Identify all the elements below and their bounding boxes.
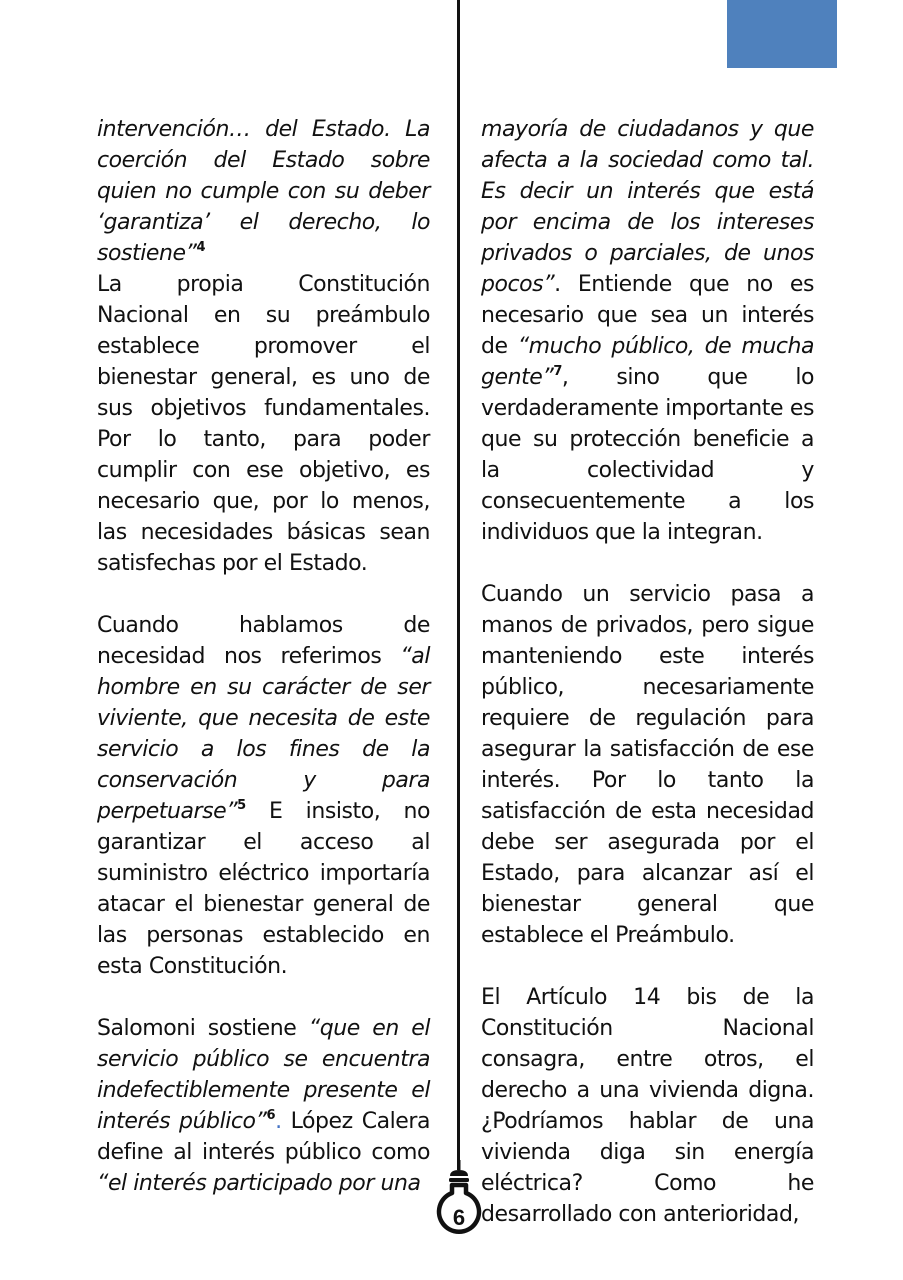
paragraph-necesidad xyxy=(97,610,430,982)
footnote-ref[interactable]: 6 xyxy=(266,1108,276,1123)
footnote-ref[interactable]: 4 xyxy=(196,240,206,255)
paragraph-quote-continuation xyxy=(97,114,430,269)
paragraph-articulo-14-bis: El Artículo 14 bis de la Constitución Nacional consagra, entre otros, el derecho a una vivienda digna. ¿Podríamos hablar de una vivienda diga sin energía eléctrica? Como he desarrollado con anterioridad, xyxy=(481,985,814,1227)
paragraph-salomoni xyxy=(97,1013,430,1199)
quote-text: mayoría de ciudadanos y que afecta a la sociedad como tal. Es decir un interés que está por encima de los intereses privados o parciales, de unos pocos” xyxy=(481,117,814,297)
text: Cuando hablamos de necesidad nos referimos xyxy=(97,613,430,669)
left-column xyxy=(97,114,430,1199)
text: E insisto, no garantizar el acceso al suministro eléctrico importaría atacar el bienestar general de las personas establecido en esta Constitución. xyxy=(97,799,430,979)
page-number: 6 xyxy=(452,1205,466,1230)
blue-period: . xyxy=(275,1109,282,1134)
quote-text: “el interés participado por una xyxy=(97,1171,421,1196)
text: López Calera define al interés público como xyxy=(97,1109,431,1165)
paragraph-privados: Cuando un servicio pasa a manos de privados, pero sigue manteniendo este interés público, necesariamente requiere de regulación para asegurar la satisfacción de ese interés. Por lo tanto la satisfacción de esta necesidad debe ser asegurada por el Estado, para alcanzar así el bienestar general que establece el Preámbulo. xyxy=(481,582,814,948)
paragraph-preamble: La propia Constitución Nacional en su preámbulo establece promover el bienestar general, es uno de sus objetivos fundamentales. Por lo tanto, para poder cumplir con ese objetivo, es necesario que, por lo menos, las necesidades básicas sean satisfechas por el Estado. xyxy=(97,272,430,576)
quote-text: “mucho público, de mucha gente” xyxy=(481,334,814,390)
text: . Entiende que no es necesario que sea un interés de xyxy=(481,272,814,359)
paragraph-interes-publico xyxy=(481,114,814,548)
column-divider-cord xyxy=(457,0,460,1170)
quote-text: intervención… del Estado. La coerción del Estado sobre quien no cumple con su deber ‘garantiza’ el derecho, lo sostiene” xyxy=(97,117,430,266)
text: , sino que lo verdaderamente importante es que su protección beneficie a la colectividad y consecuentemente a los individuos que la integran. xyxy=(481,365,814,545)
quote-text: “que en el servicio público se encuentra indefectiblemente presente el interés público” xyxy=(97,1016,430,1134)
quote-text: “al hombre en su carácter de ser viviente, que necesita de este servicio a los fines de la conservación y para perpetuarse” xyxy=(97,644,430,824)
text: Salomoni sostiene xyxy=(97,1016,309,1041)
corner-accent-tab xyxy=(727,0,837,68)
right-column xyxy=(481,114,814,1230)
footnote-ref[interactable]: 7 xyxy=(553,364,562,379)
footnote-ref[interactable]: 5 xyxy=(237,798,246,813)
